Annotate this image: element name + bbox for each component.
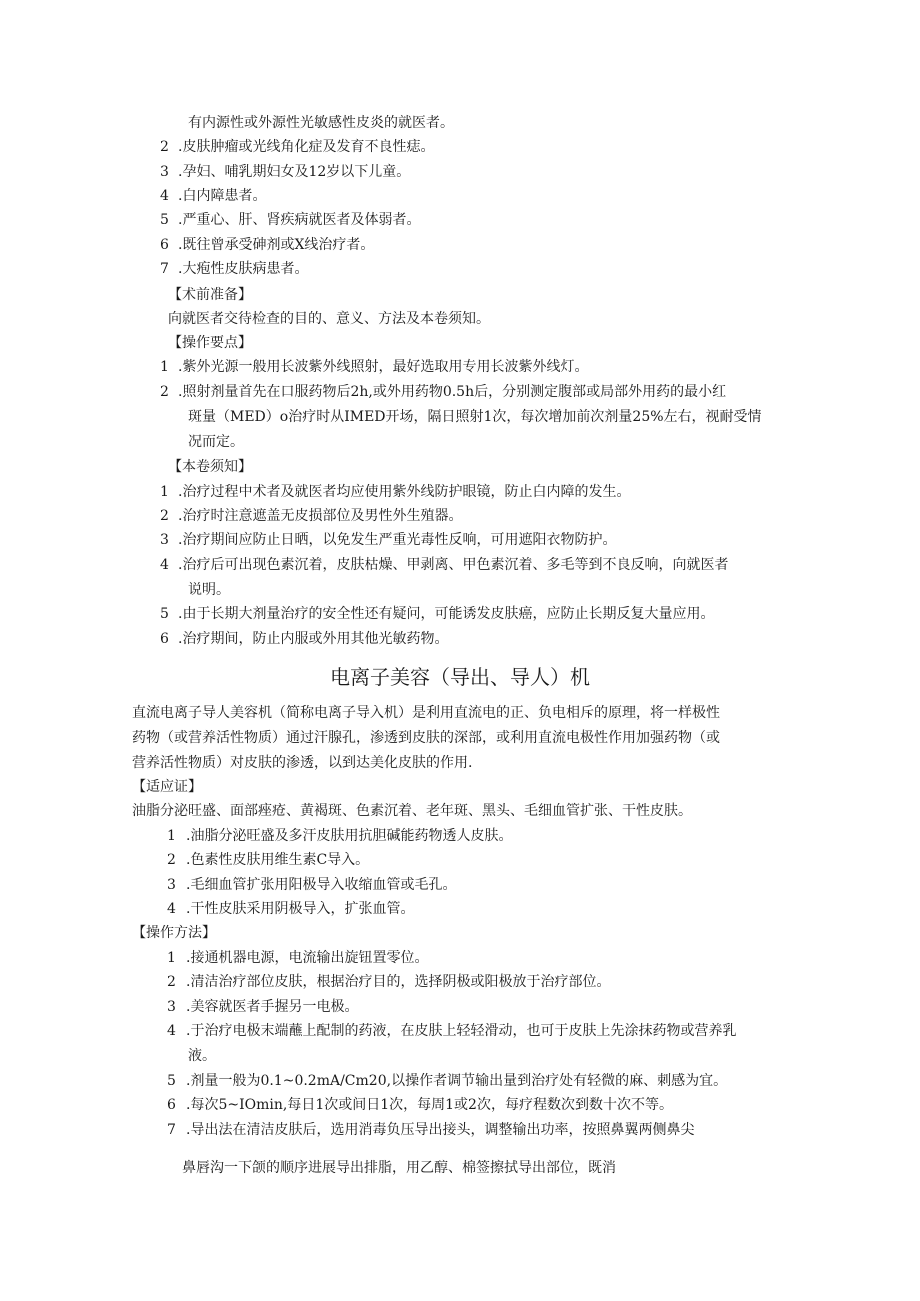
intro-line: 直流电离子导人美容机（简称电离子导入机）是利用直流电的正、负电相斥的原理，将一样极性	[132, 705, 720, 721]
contra-num: 5	[160, 212, 169, 228]
indications-item: .色素性皮肤用维生素C导入。	[186, 852, 370, 868]
contra-item: .大疱性皮肤病患者。	[178, 261, 309, 277]
operation-item-cont: 况而定。	[188, 434, 244, 450]
method-num: 5	[167, 1073, 176, 1089]
indications-num: 1	[167, 828, 176, 844]
preop-text: 向就医者交待检查的目的、意义、方法及本卷须知。	[168, 311, 490, 327]
notes-item: .治疗过程中术者及就医者均应使用紫外线防护眼镜，防止白内障的发生。	[178, 484, 631, 500]
notes-item: .治疗时注意遮盖无皮损部位及男性外生殖器。	[178, 508, 463, 524]
notes-item: .由于长期大剂量治疗的安全性还有疑问，可能诱发皮肤癌，应防止长期反复大量应用。	[178, 606, 715, 622]
method-item: .剂量一般为0.1~0.2mA/Cm20,以操作者调节输出量到治疗处有轻微的麻、刺感为宜。	[186, 1073, 728, 1089]
method-num: 1	[167, 950, 176, 966]
method-num: 7	[167, 1122, 176, 1138]
contra-num: 7	[160, 261, 169, 277]
method-num: 4	[167, 1023, 176, 1039]
intro-line: 药物（或营养活性物质）通过汗腺孔，渗透到皮肤的深部，或利用直流电极性作用加强药物（或	[132, 730, 720, 746]
indications-item: .油脂分泌旺盛及多汗皮肤用抗胆碱能药物透人皮肤。	[186, 828, 513, 844]
intro-line: 营养活性物质）对皮肤的渗透，以到达美化皮肤的作用.	[132, 755, 473, 771]
method-item: .导出法在清洁皮肤后，选用消毒负压导出接头，调整输出功率，按照鼻翼两侧鼻尖	[186, 1122, 695, 1138]
operation-item: .照射剂量首先在口服药物后2h,或外用药物0.5h后，分别测定腹部或局部外用药的最小红	[178, 384, 727, 400]
notes-num: 4	[160, 557, 169, 573]
indications-item: .干性皮肤采用阴极导入，扩张血管。	[186, 901, 415, 917]
operation-item: .紫外光源一般用长波紫外线照射，最好选取用专用长波紫外线灯。	[178, 359, 589, 375]
section-title: 电离子美容（导出、导人）机	[330, 665, 590, 689]
method-num: 3	[167, 999, 176, 1015]
operation-item-cont: 斑量（MED）o治疗时从IMED开场，隔日照射1次，每次增加前次剂量25%左右，视耐受情	[188, 409, 762, 425]
indications-summary: 油脂分泌旺盛、面部痤疮、黄褐斑、色素沉着、老年斑、黑头、毛细血管扩张、干性皮肤。	[132, 803, 692, 819]
notes-num: 3	[160, 532, 169, 548]
indications-num: 3	[167, 877, 176, 893]
method-item: .每次5~IOmin,每日1次或间日1次，每周1或2次，每疗程数次到数十次不等。	[186, 1097, 673, 1113]
method-item: .清洁治疗部位皮肤，根据治疗目的，选择阴极或阳极放于治疗部位。	[186, 974, 611, 990]
contra-item: .孕妇、哺乳期妇女及12岁以下儿童。	[178, 164, 411, 180]
method-item: .于治疗电极末端蘸上配制的药液，在皮肤上轻轻滑动，也可于皮肤上先涂抹药物或营养乳	[186, 1023, 737, 1039]
notes-item-cont: 说明。	[188, 582, 230, 598]
preop-heading: 【术前准备】	[168, 287, 252, 303]
method-heading: 【操作方法】	[132, 925, 216, 941]
contra-item: .皮肤肿瘤或光线角化症及发育不良性痣。	[178, 139, 435, 155]
notes-heading: 【本卷须知】	[168, 459, 252, 475]
operation-heading: 【操作要点】	[168, 335, 252, 351]
indications-num: 2	[167, 852, 176, 868]
contra-num: 2	[160, 139, 169, 155]
notes-num: 2	[160, 508, 169, 524]
indications-num: 4	[167, 901, 176, 917]
method-item-cont: 液。	[188, 1048, 216, 1064]
contra-num: 3	[160, 164, 169, 180]
contra-num: 4	[160, 188, 169, 204]
notes-item: .治疗期间，防止内服或外用其他光敏药物。	[178, 631, 449, 647]
notes-num: 1	[160, 484, 169, 500]
notes-item: .治疗后可出现色素沉着，皮肤枯燥、甲剥离、甲色素沉着、多毛等到不良反响，向就医者	[178, 557, 729, 573]
notes-num: 6	[160, 631, 169, 647]
method-num: 6	[167, 1097, 176, 1113]
operation-num: 2	[160, 384, 169, 400]
contra-num: 6	[160, 237, 169, 253]
contra-item: .既往曾承受砷剂或X线治疗者。	[178, 237, 375, 253]
contra-item: .白内障患者。	[178, 188, 267, 204]
contra-item: .严重心、肝、肾疾病就医者及体弱者。	[178, 212, 421, 228]
indications-item: .毛细血管扩张用阳极导入收缩血管或毛孔。	[186, 877, 457, 893]
method-item: .美容就医者手握另一电极。	[186, 999, 359, 1015]
method-num: 2	[167, 974, 176, 990]
method-item: .接通机器电源，电流输出旋钮置零位。	[186, 950, 429, 966]
indications-heading: 【适应证】	[132, 779, 202, 795]
contra-lead: 有内源性或外源性光敏感性皮炎的就医者。	[188, 115, 454, 131]
method-trailing: 鼻唇沟一下颌的顺序进展导出排脂，用乙醇、棉签擦拭导出部位，既消	[182, 1160, 616, 1176]
operation-num: 1	[160, 359, 169, 375]
notes-item: .治疗期间应防止日晒，以免发生严重光毒性反响，可用遮阳衣物防护。	[178, 532, 617, 548]
notes-num: 5	[160, 606, 169, 622]
